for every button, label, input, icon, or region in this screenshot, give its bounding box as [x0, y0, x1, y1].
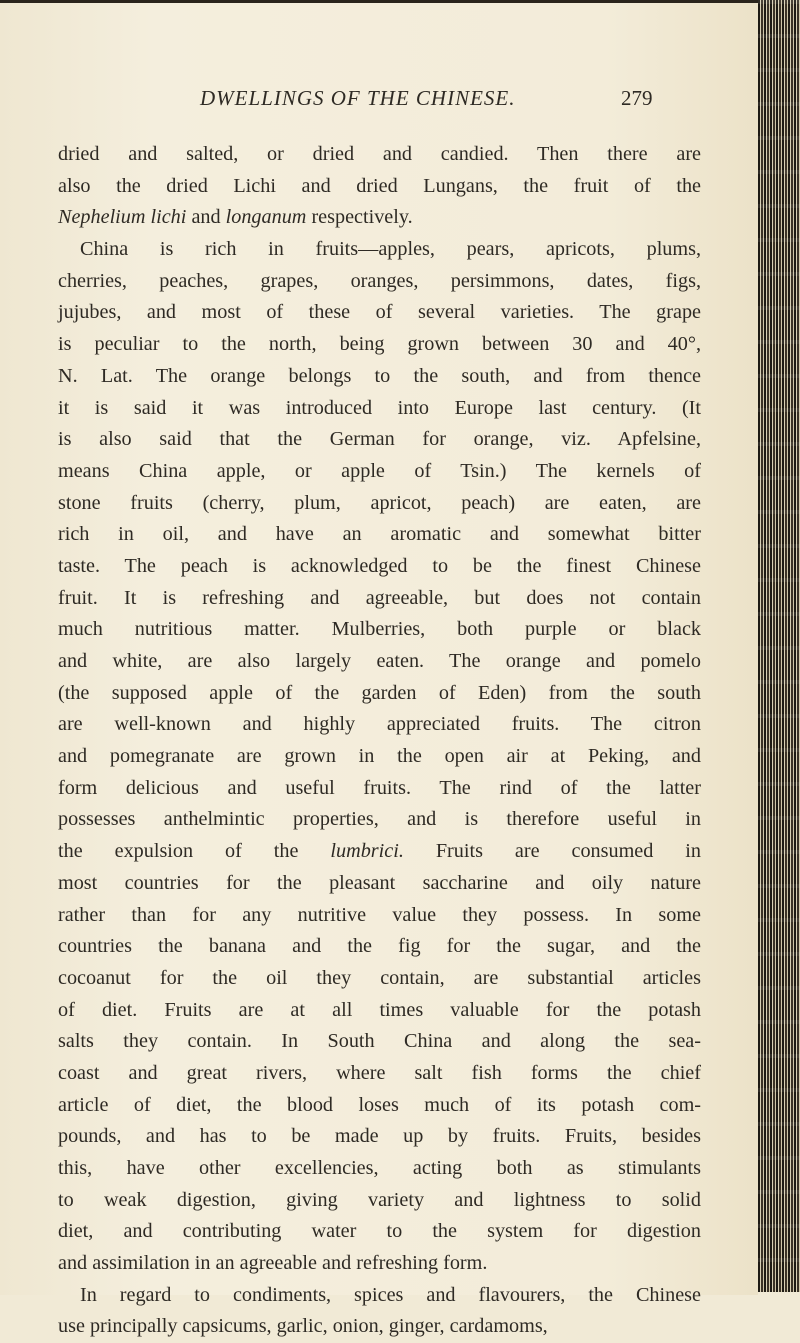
text-line: N. Lat. The orange belongs to the south, and from thence	[58, 364, 701, 387]
italic-term: lumbrici.	[330, 840, 404, 863]
italic-term: longanum	[225, 206, 307, 229]
text-line: Nephelium lichi and longanum respectively.	[58, 206, 413, 229]
text-line: countries the banana and the fig for the sugar, and the	[58, 935, 701, 958]
text-line: and assimilation in an agreeable and refreshing form.	[58, 1252, 488, 1275]
italic-term: Nephelium lichi	[58, 206, 187, 229]
text-line: fruit. It is refreshing and agreeable, but does not contain	[58, 586, 701, 609]
page-edges	[758, 0, 800, 1292]
text-line: it is said it was introduced into Europe last century. (It	[58, 396, 701, 419]
text-line: China is rich in fruits—apples, pears, apricots, plums,	[80, 238, 701, 261]
text-line: and pomegranate are grown in the open air at Peking, and	[58, 745, 701, 768]
text-line: most countries for the pleasant saccharine and oily nature	[58, 871, 701, 894]
text-line: cherries, peaches, grapes, oranges, persimmons, dates, figs,	[58, 269, 701, 292]
text-line: is peculiar to the north, being grown between 30 and 40°,	[58, 333, 701, 356]
text-line: also the dried Lichi and dried Lungans, the fruit of the	[58, 174, 701, 197]
text-line: article of diet, the blood loses much of its potash com-	[58, 1093, 701, 1116]
text-line: form delicious and useful fruits. The rind of the latter	[58, 776, 701, 799]
text-line: means China apple, or apple of Tsin.) The kernels of	[58, 459, 701, 482]
text-line: is also said that the German for orange, viz. Apfelsine,	[58, 428, 701, 451]
text-line: are well-known and highly appreciated fruits. The citron	[58, 713, 701, 736]
text-line: to weak digestion, giving variety and lightness to solid	[58, 1188, 701, 1211]
paragraph	[58, 139, 701, 234]
text-line: salts they contain. In South China and along the sea-	[58, 1030, 701, 1053]
page-number: 279	[621, 86, 653, 110]
text-line: and white, are also largely eaten. The orange and pomelo	[58, 650, 701, 672]
body-text	[58, 139, 701, 1343]
paragraph	[58, 1280, 701, 1343]
running-head	[58, 86, 758, 116]
text-line: of diet. Fruits are at all times valuable for the potash	[58, 998, 701, 1021]
text-line: much nutritious matter. Mulberries, both purple or black	[58, 618, 701, 641]
text-line: dried and salted, or dried and candied. Then there are	[58, 143, 701, 165]
text-line: use principally capsicums, garlic, onion, ginger, cardamoms,	[58, 1315, 548, 1338]
text-line: diet, and contributing water to the system for digestion	[58, 1220, 701, 1243]
text-line: the expulsion of the lumbrici. Fruits are consumed in	[58, 840, 701, 863]
text-line: rich in oil, and have an aromatic and somewhat bitter	[58, 523, 701, 546]
text-line: rather than for any nutritive value they possess. In some	[58, 903, 701, 926]
text-line: In regard to condiments, spices and flavourers, the Chinese	[80, 1283, 701, 1306]
text-line: coast and great rivers, where salt fish forms the chief	[58, 1061, 701, 1084]
running-title: DWELLINGS OF THE CHINESE.	[200, 86, 516, 110]
text-line: jujubes, and most of these of several varieties. The grape	[58, 301, 701, 324]
text-line: (the supposed apple of the garden of Eden) from the south	[58, 681, 701, 704]
paragraph	[58, 234, 701, 1280]
text-line: pounds, and has to be made up by fruits. Fruits, besides	[58, 1125, 701, 1148]
text-line: cocoanut for the oil they contain, are substantial articles	[58, 966, 701, 989]
text-line: stone fruits (cherry, plum, apricot, peach) are eaten, are	[58, 491, 701, 514]
text-line: possesses anthelmintic properties, and is therefore useful in	[58, 808, 701, 831]
text-line: this, have other excellencies, acting both as stimulants	[58, 1157, 701, 1179]
text-line: taste. The peach is acknowledged to be the finest Chinese	[58, 554, 701, 577]
